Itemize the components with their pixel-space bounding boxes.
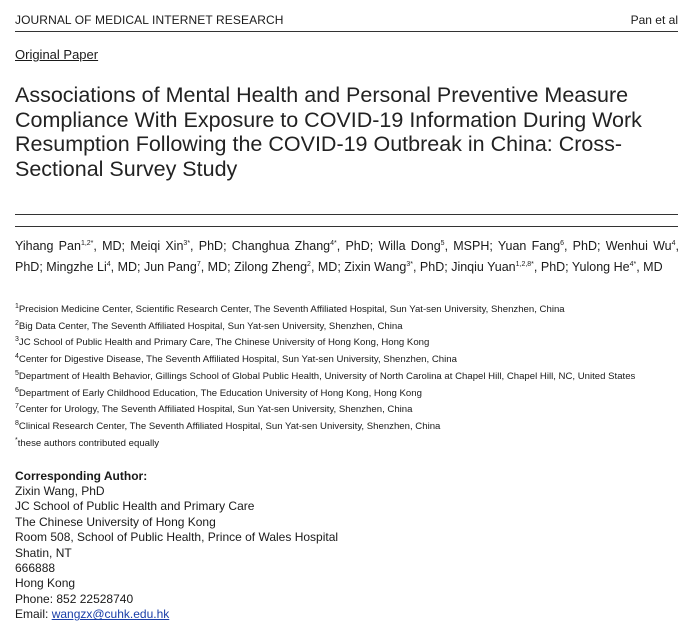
affiliation-item [15,419,685,436]
affiliation-item [15,319,685,336]
author-degree: , PhD [563,239,597,253]
affiliation-text: Department of Health Behavior, Gillings School of Global Public Health, University of North Carolina at Chapel Hill, Chapel Hill, NC, United States [18,370,636,382]
author-degree: , MD [200,260,228,274]
affiliation-text: Department of Early Childhood Education, The Education University of Hong Kong, Hong Kong [18,387,422,399]
author [378,239,489,253]
author [572,260,663,274]
author-name: Zixin Wang [344,260,407,274]
affiliation-text: Clinical Research Center, The Seventh Affiliated Hospital, Sun Yat-sen University, Shenzhen, China [18,420,441,432]
author [15,239,122,253]
corresponding-heading: Corresponding Author: [15,469,148,483]
affiliation-item [15,386,685,403]
affiliation-item [15,302,685,319]
article-title: Associations of Mental Health and Personal Preventive Measure Compliance With Exposure to COVID-19 Information During Work Resumption Following the COVID-19 Outbreak in China: Cross-Sectional Survey Study [15,83,642,181]
affiliation-text: JC School of Public Health and Primary Care, The Chinese University of Hong Kong, Hong Kong [18,337,430,349]
author-degree: , PhD [336,239,370,253]
author-affiliation-marker: 3* [183,239,191,247]
affiliation-text: these authors contributed equally [17,437,160,449]
journal-name: JOURNAL OF MEDICAL INTERNET RESEARCH [15,13,284,27]
author-list: Yihang Pan$^{1,2*}$, MD; Meiqi Xin$^{3*}$, PhD; Changhua Zhang$^{4*}$, PhD; Willa Dong$^5$, MSPH; Yuan Fang$^6$, PhD; Wenhui Wu$^4$, PhD; Mingzhe Li$^4$, MD; Jun Pang$^7$, MD; Zilong Zheng$^2$, MD; Zixin Wang$^{3*}$, PhD; Jinqiu Yuan$^{1,2,8*}$, PhD; Yulong $He^{4*}$, MD [15,239,679,274]
author-affiliation-marker: 4 [671,239,676,247]
affiliation-number: 5 [15,369,19,377]
affiliation-text: Center for Digestive Disease, The Seventh Affiliated Hospital, Sun Yat-sen University, Shenzhen, China [18,354,457,366]
author-affiliation-marker: 6 [560,239,564,247]
email-label: Email: [15,607,52,622]
affiliation-number: 7 [15,403,19,411]
author-degree: , MD [636,260,663,274]
author-degree: , MD [93,239,122,253]
author-name: Willa Dong [378,239,441,253]
address-line: JC School of Public Health and Primary Care [15,499,255,514]
author [46,260,137,274]
affiliation-number: 3 [15,336,19,344]
corresponding-name: Zixin Wang, PhD [15,484,105,498]
author-affiliation-marker: 1,2* [80,239,94,247]
author-name: Jun Pang [143,260,197,274]
author-name: Yulong He [571,260,630,274]
author-affiliation-marker: 3* [406,260,413,268]
author [344,260,444,274]
author-affiliation-marker: 5 [440,239,445,247]
email-link[interactable]: wangzx@cuhk.edu.hk [51,607,170,622]
corresponding-author-block [15,469,515,623]
address-line: The Chinese University of Hong Kong [15,514,216,529]
affiliation-number: 4 [15,352,19,360]
affiliation-text: Precision Medicine Center, Scientific Research Center, The Seventh Affiliated Hospital, Sun Yat-sen University, Shenzhen, China [18,304,565,315]
phone: Phone: 852 22528740 [15,591,134,606]
affiliation-item [15,436,685,453]
affiliation-item [15,352,685,369]
author-name: Changhua Zhang [231,239,331,253]
author-degree: , PhD [533,260,566,274]
author-degree: , PhD [190,239,224,253]
author [451,260,565,274]
affiliation-item [15,335,685,352]
author-affiliation-marker: 4 [106,260,111,268]
author [232,239,370,253]
author-affiliation-marker: 2 [307,260,311,268]
author-name: Yihang Pan [15,239,81,253]
author-name: Yuan Fang [497,239,561,253]
author-name: Zilong Zheng [234,260,308,274]
author-name: Jinqiu Yuan [451,260,516,274]
header-rule [15,31,678,32]
author-degree: , PhD [412,260,445,274]
title-rule-bottom [15,226,678,227]
affiliation-item [15,402,685,419]
address-line: Hong Kong [15,576,76,591]
title-rule-top [15,214,678,215]
address-line: 666888 [15,561,56,576]
affiliation-text: Center for Urology, The Seventh Affiliated Hospital, Sun Yat-sen University, Shenzhen, China [18,404,413,416]
author-degree: , MSPH [444,239,490,253]
affiliation-number: * [15,436,18,444]
author [130,239,223,253]
author-affiliation-marker: 4* [330,239,337,247]
author-affiliation-marker: 7 [196,260,201,268]
address-line: Shatin, NT [15,545,72,560]
email-line [15,607,515,622]
article-type: Original Paper [15,47,99,62]
affiliation-text: Big Data Center, The Seventh Affiliated Hospital, Sun Yat-sen University, Shenzhen, China [18,320,403,332]
affiliation-number: 2 [15,319,19,327]
author [144,260,227,274]
author-affiliation-marker: 4* [629,260,637,268]
author-name: Meiqi Xin [130,239,184,253]
author-degree: , MD [110,260,138,274]
author [498,239,597,253]
author [234,260,337,274]
affiliation-number: 8 [15,419,19,427]
running-author: Pan et al [630,13,678,27]
affiliation-number: 1 [15,302,19,310]
author-degree: , PhD [15,239,679,274]
author-degree: , MD [310,260,338,274]
author-name: Mingzhe Li [46,260,107,274]
affiliation-number: 6 [15,386,19,394]
author-name: Wenhui Wu [605,239,672,253]
affiliation-list [15,302,685,452]
affiliation-item [15,369,685,386]
author-affiliation-marker: 1,2,8* [515,260,534,268]
address-line: Room 508, School of Public Health, Prince of Wales Hospital [15,530,339,545]
